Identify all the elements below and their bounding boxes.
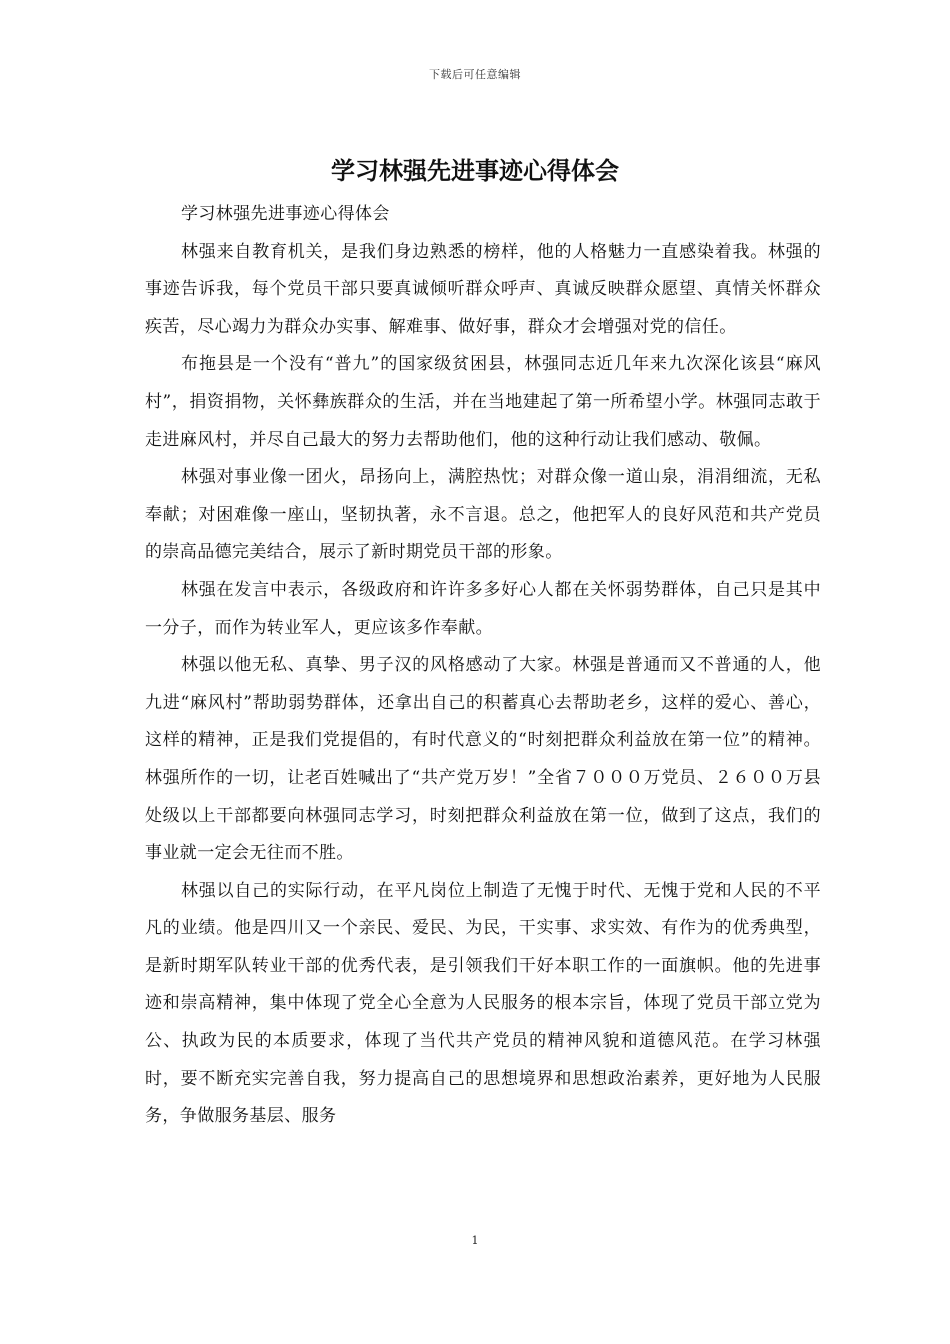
paragraph: 林强对事业像一团火，昂扬向上，满腔热忱；对群众像一道山泉，涓涓细流，无私奉献；对困难像一座山，坚韧执著，永不言退。总之，他把军人的良好风范和共产党员的崇高品德完美结合，展示了新时期党员干部的形象。: [145, 467, 821, 563]
paragraph-subtitle: 学习林强先进事迹心得体会: [181, 204, 390, 224]
paragraph: 林强以自己的实际行动，在平凡岗位上制造了无愧于时代、无愧于党和人民的不平凡的业绩。他是四川又一个亲民、爱民、为民，干实事、求实效、有作为的优秀典型，是新时期军队转业干部的优秀代表，是引领我们干好本职工作的一面旗帜。他的先进事迹和崇高精神，集中体现了党全心全意为人民服务的根本宗旨，体现了党员干部立党为公、执政为民的本质要求，体现了当代共产党员的精神风貌和道德风范。在学习林强时，要不断充实完善自我，努力提高自己的思想境界和思想政治素养，更好地为人民服务，争做服务基层、服务: [145, 880, 821, 1127]
paragraph: 林强来自教育机关，是我们身边熟悉的榜样，他的人格魅力一直感染着我。林强的事迹告诉我，每个党员干部只要真诚倾听群众呼声、真诚反映群众愿望、真情关怀群众疾苦，尽心竭力为群众办实事、解难事、做好事，群众才会增强对党的信任。: [145, 241, 821, 337]
paragraph: 林强以他无私、真挚、男子汉的风格感动了大家。林强是普通而又不普通的人，他九进“麻风村”帮助弱势群体，还拿出自己的积蓄真心去帮助老乡，这样的爱心、善心，这样的精神，正是我们党提倡的，有时代意义的“时刻把群众利益放在第一位”的精神。林强所作的一切，让老百姓喊出了“共产党万岁！”全省７０００万党员、２６００万县处级以上干部都要向林强同志学习，时刻把群众利益放在第一位，做到了这点，我们的事业就一定会无往而不胜。: [145, 655, 821, 864]
page-header-note: 下载后可任意编辑: [429, 68, 521, 81]
paragraph: 布拖县是一个没有“普九”的国家级贫困县，林强同志近几年来九次深化该县“麻风村”，捐资捐物，关怀彝族群众的生活，并在当地建起了第一所希望小学。林强同志敢于走进麻风村，并尽自己最大的努力去帮助他们，他的这种行动让我们感动、敬佩。: [145, 354, 821, 450]
paragraph: 林强在发言中表示，各级政府和许许多多好心人都在关怀弱势群体，自己只是其中一分子，而作为转业军人，更应该多作奉献。: [145, 579, 821, 638]
document-title: 学习林强先进事迹心得体会: [331, 156, 619, 185]
page-number: 1: [471, 1234, 479, 1247]
document-body: [145, 196, 821, 1136]
